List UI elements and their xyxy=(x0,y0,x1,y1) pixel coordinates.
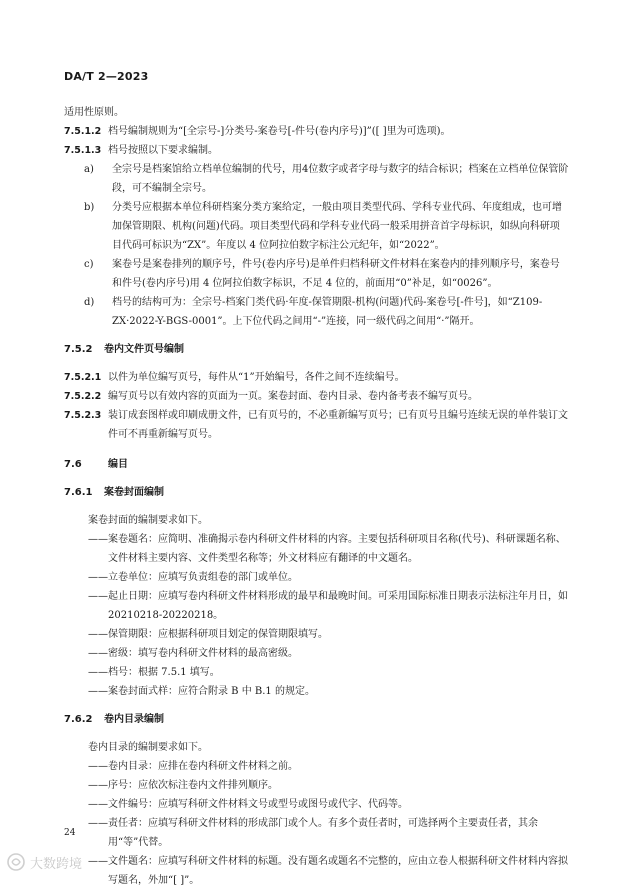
list-item-a xyxy=(64,160,569,198)
list-text: 案卷号是案卷排列的顺序号，件号(卷内序号)是单件归档科研文件材料在案卷内的排列顺序号，案卷号和件号(卷内序号)用 4 位阿拉伯数字标识，不足 4 位的，前面用“0”补足，如“0026”。 xyxy=(112,259,560,289)
cover-item-text: 案卷封面式样：应符合附录 B 中 B.1 的规定。 xyxy=(108,686,315,697)
list-marker: b) xyxy=(84,202,95,213)
clause-number: 7.5.1.2 xyxy=(64,126,102,137)
cover-item xyxy=(64,568,569,587)
toc-item xyxy=(64,795,569,814)
dash-marker: —— xyxy=(88,591,108,602)
page-number: 24 xyxy=(64,828,76,838)
cover-item-text: 案卷题名：应简明、准确揭示卷内科研文件材料的内容。主要包括科研项目名称(代号)、科研课题名称、文件材料主要内容、文件类型名称等；外文材料应有翻译的中文题名。 xyxy=(108,534,566,564)
clause-number: 7.5.2.1 xyxy=(64,372,102,383)
dash-marker: —— xyxy=(88,667,108,678)
section-heading-7-5-2 xyxy=(64,340,569,359)
dash-marker: —— xyxy=(88,572,108,583)
dash-marker: —— xyxy=(88,648,108,659)
section-number: 7.6.1 xyxy=(64,487,93,498)
clause-number: 7.5.2.2 xyxy=(64,391,102,402)
cover-intro: 案卷封面的编制要求如下。 xyxy=(88,515,208,526)
clause-7-5-2-2 xyxy=(64,387,569,406)
clause-number: 7.5.2.3 xyxy=(64,410,102,421)
cover-item xyxy=(64,625,569,644)
clause-number: 7.5.1.3 xyxy=(64,145,102,156)
clause-7-5-2-1 xyxy=(64,368,569,387)
toc-item-text: 序号：应依次标注卷内文件排列顺序。 xyxy=(108,780,278,791)
clause-text: 装订成套图样或印刷成册文件，已有页号的，不必重新编写页号；已有页号且编号连续无误的单件装订文件可不再重新编写页号。 xyxy=(108,410,568,440)
clause-7-5-1-2 xyxy=(64,122,569,141)
dash-marker: —— xyxy=(88,818,108,829)
clause-text: 档号按照以下要求编制。 xyxy=(108,145,218,156)
cover-item xyxy=(64,587,569,625)
section-heading-7-6-1 xyxy=(64,483,569,502)
watermark-logo-icon xyxy=(6,852,26,872)
list-text: 档号的结构可为：全宗号-档案门类代码·年度-保管期限-机构(问题)代码-案卷号[-件号]，如“Z109-ZX·2022-Y-BGS-0001”。上下位代码之间用“-”连接，同一级代码之间用“·”隔开。 xyxy=(112,297,543,327)
watermark-text: 大数跨境 xyxy=(30,856,83,872)
clause-7-5-1-3 xyxy=(64,141,569,160)
intro-line: 适用性原则。 xyxy=(64,107,124,118)
cover-item-text: 起止日期：应填写卷内科研文件材料形成的最早和最晚时间。可采用国际标准日期表示法标注年月日，如 20210218-20220218。 xyxy=(108,591,568,621)
dash-marker: —— xyxy=(88,799,108,810)
list-text: 全宗号是档案馆给立档单位编制的代号，用4位数字或者字母与数字的结合标识；档案在立档单位保管阶段，可不编制全宗号。 xyxy=(112,164,569,194)
cover-item xyxy=(64,663,569,682)
document-body xyxy=(64,103,569,890)
cover-item-text: 密级：填写卷内科研文件材料的最高密级。 xyxy=(108,648,298,659)
section-title: 编目 xyxy=(108,459,128,470)
dash-marker: —— xyxy=(88,686,108,697)
standard-code: DA/T 2—2023 xyxy=(64,70,149,83)
cover-item xyxy=(64,530,569,568)
cover-item-text: 立卷单位：应填写负责组卷的部门或单位。 xyxy=(108,572,298,583)
watermark xyxy=(6,852,82,872)
clause-text: 编写页号以有效内容的页面为一页。案卷封面、卷内目录、卷内备考表不编写页号。 xyxy=(108,391,478,402)
list-marker: c) xyxy=(84,259,94,270)
list-item-d xyxy=(64,293,569,331)
section-title: 卷内目录编制 xyxy=(104,714,164,725)
section-heading-7-6 xyxy=(64,455,569,474)
clause-text: 以件为单位编写页号，每件从“1”开始编号，各件之间不连续编号。 xyxy=(108,372,405,383)
section-number: 7.6.2 xyxy=(64,714,93,725)
dash-marker: —— xyxy=(88,761,108,772)
list-marker: d) xyxy=(84,297,95,308)
toc-item-text: 责任者：应填写科研文件材料的形成部门或个人。有多个责任者时，可选择两个主要责任者，其余用“等”代替。 xyxy=(108,818,538,848)
toc-item-text: 文件编号：应填写科研文件材料文号或型号或图号或代字、代码等。 xyxy=(108,799,408,810)
section-number: 7.5.2 xyxy=(64,344,93,355)
section-number: 7.6 xyxy=(64,459,82,470)
toc-intro: 卷内目录的编制要求如下。 xyxy=(88,742,208,753)
cover-item xyxy=(64,644,569,663)
clause-7-5-2-3 xyxy=(64,406,569,444)
toc-item xyxy=(64,852,569,890)
toc-item xyxy=(64,776,569,795)
toc-item-text: 文件题名：应填写科研文件材料的标题。没有题名或题名不完整的，应由立卷人根据科研文件材料内容拟写题名，外加“[ ]”。 xyxy=(108,856,568,886)
section-title: 案卷封面编制 xyxy=(104,487,164,498)
cover-item-text: 档号：根据 7.5.1 填写。 xyxy=(108,667,220,678)
list-item-c xyxy=(64,255,569,293)
clause-text: 档号编制规则为“[全宗号-]分类号-案卷号[-件号(卷内序号)]”([ ]里为可选项)。 xyxy=(108,126,451,137)
list-text: 分类号应根据本单位科研档案分类方案给定，一般由项目类型代码、学科专业代码、年度组成，也可增加保管期限、机构(问题)代码。项目类型代码和学科专业代码一般采用拼音首字母标识，如纵向科研项目代码可标识为“ZX”。年度以 4 位阿拉伯数字标注公元纪年，如“2022”。 xyxy=(112,202,562,251)
list-item-b xyxy=(64,198,569,255)
list-marker: a) xyxy=(84,164,94,175)
toc-item xyxy=(64,757,569,776)
section-title: 卷内文件页号编制 xyxy=(104,344,184,355)
toc-item-text: 卷内目录：应排在卷内科研文件材料之前。 xyxy=(108,761,298,772)
dash-marker: —— xyxy=(88,780,108,791)
dash-marker: —— xyxy=(88,534,108,545)
dash-marker: —— xyxy=(88,629,108,640)
cover-item-text: 保管期限：应根据科研项目划定的保管期限填写。 xyxy=(108,629,328,640)
dash-marker: —— xyxy=(88,856,108,867)
toc-item xyxy=(64,814,569,852)
section-heading-7-6-2 xyxy=(64,710,569,729)
cover-item xyxy=(64,682,569,701)
